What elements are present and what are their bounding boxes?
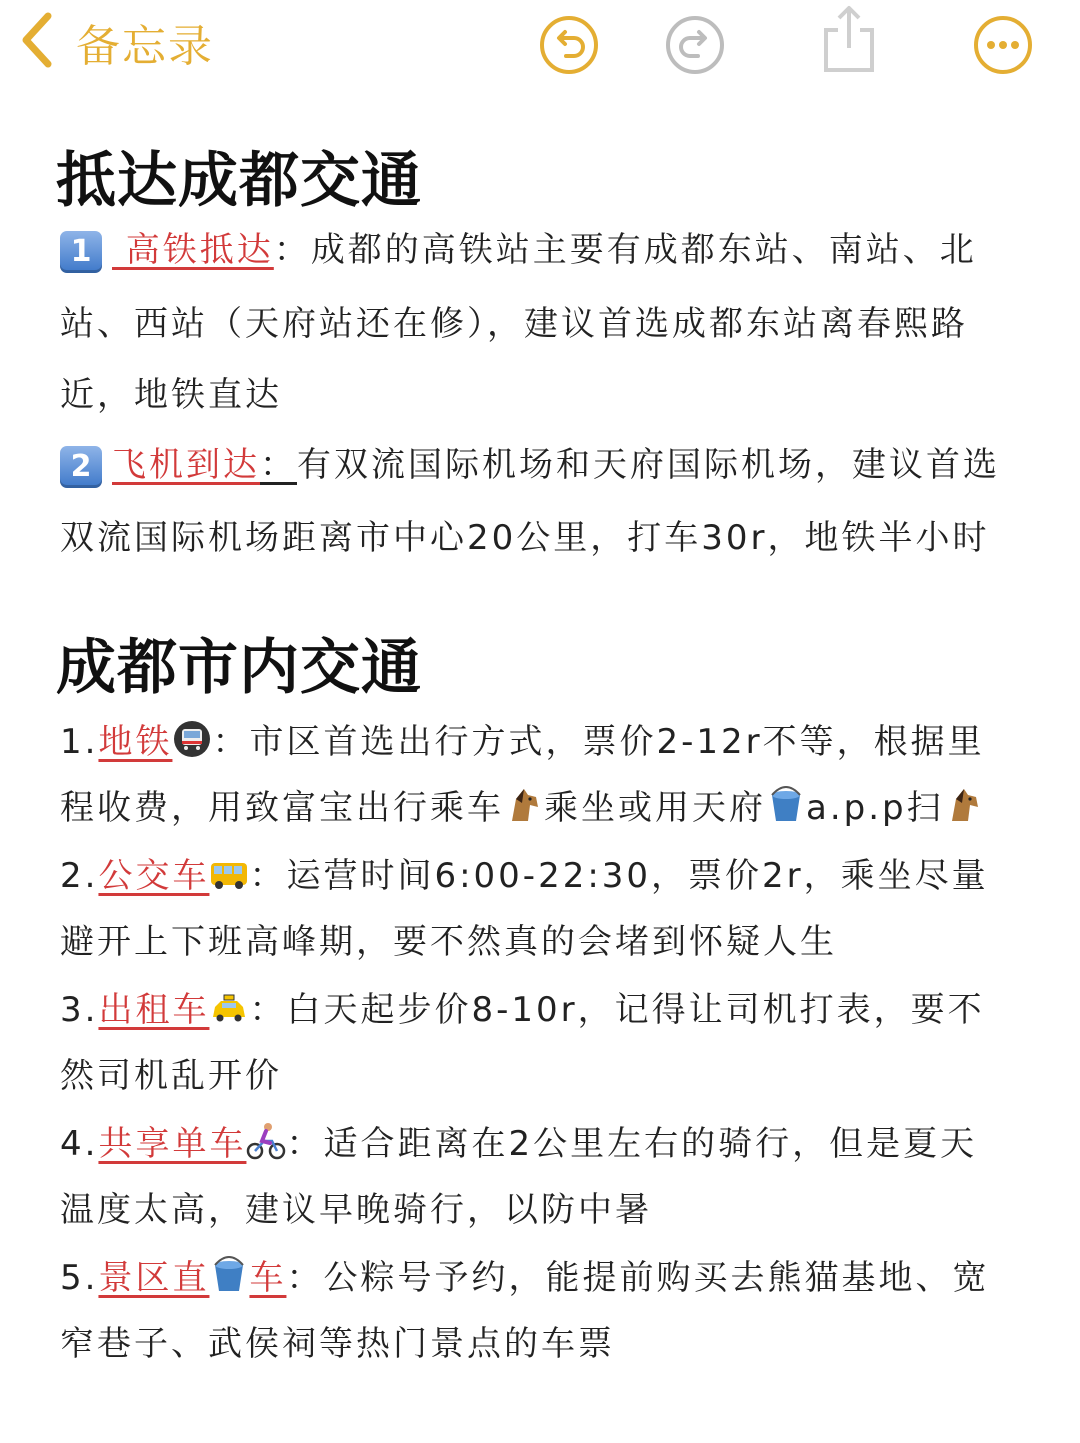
link-shared-bike[interactable]: 共享单车 xyxy=(98,1124,247,1164)
notes-toolbar xyxy=(0,0,1080,92)
redo-icon xyxy=(664,14,726,76)
city-item-5-line-1: 5.景区直 车：公粽号予约，能提前购买去熊猫基地、宽 xyxy=(60,1250,989,1299)
bucket-icon xyxy=(766,785,806,825)
link-scenic-shuttle[interactable]: 景区直 车 xyxy=(98,1258,286,1298)
arrival-item-2-line-1: 2 飞机到达：有双流国际机场和天府国际机场，建议首选 xyxy=(60,437,1000,488)
arrival-item-2-line-2: 双流国际机场距离市中心20公里，打车30r，地铁半小时 xyxy=(60,518,990,558)
section-title-arrival: 抵达成都交通 xyxy=(56,146,422,216)
metro-icon xyxy=(172,719,212,759)
arrival-item-1-line-1: 1 高铁抵达：成都的高铁站主要有成都东站、南站、北 xyxy=(60,222,977,273)
taxi-icon xyxy=(209,987,249,1027)
keycap-2-icon: 2 xyxy=(60,446,102,488)
back-label: 备忘录 xyxy=(76,21,214,72)
city-item-4-line-2: 温度太高，建议早晚骑行，以防中暑 xyxy=(60,1190,652,1230)
bucket-icon xyxy=(209,1255,249,1295)
undo-icon xyxy=(538,14,600,76)
city-item-4-line-1: 4.共享单车 ：适合距离在2公里左右的骑行，但是夏天 xyxy=(60,1116,977,1165)
city-item-3-line-2: 然司机乱开价 xyxy=(60,1056,282,1096)
link-metro[interactable]: 地铁 xyxy=(98,722,173,762)
city-item-1-line-2: 程收费，用致富宝出行乘车 乘坐或用天府 a.p.p扫 xyxy=(60,780,984,829)
link-taxi[interactable]: 出租车 xyxy=(98,990,210,1030)
city-item-3-line-1: 3.出租车 ：白天起步价8-10r，记得让司机打表，要不 xyxy=(60,982,985,1031)
link-bus[interactable]: 公交车 xyxy=(98,856,210,896)
undo-button[interactable] xyxy=(538,14,600,76)
horse-icon xyxy=(504,785,544,825)
share-icon xyxy=(820,4,878,74)
city-item-1-line-1: 1.地铁 ：市区首选出行方式，票价2-12r不等，根据里 xyxy=(60,714,985,763)
city-item-2-line-1: 2.公交车 ：运营时间6:00-22:30，票价2r，乘坐尽量 xyxy=(60,848,989,897)
redo-button[interactable] xyxy=(664,14,726,76)
keycap-1-icon: 1 xyxy=(60,231,102,273)
more-button[interactable] xyxy=(972,14,1034,76)
more-icon xyxy=(972,14,1034,76)
section-title-city: 成都市内交通 xyxy=(56,633,422,703)
link-high-speed-rail[interactable]: 高铁抵达 xyxy=(112,230,274,270)
arrival-item-1-line-2: 站、西站（天府站还在修），建议首选成都东站离春熙路 xyxy=(60,304,968,344)
back-button[interactable] xyxy=(18,10,214,74)
city-item-2-line-2: 避开上下班高峰期，要不然真的会堵到怀疑人生 xyxy=(60,922,837,962)
arrival-item-1-line-3: 近，地铁直达 xyxy=(60,375,282,415)
share-button[interactable] xyxy=(820,4,878,74)
link-airplane[interactable]: 飞机到达 xyxy=(112,445,260,485)
cyclist-icon xyxy=(246,1121,286,1161)
bus-icon xyxy=(209,853,249,893)
city-item-5-line-2: 窄巷子、武侯祠等热门景点的车票 xyxy=(60,1324,615,1364)
horse-icon xyxy=(944,785,984,825)
chevron-left-icon xyxy=(18,8,58,76)
